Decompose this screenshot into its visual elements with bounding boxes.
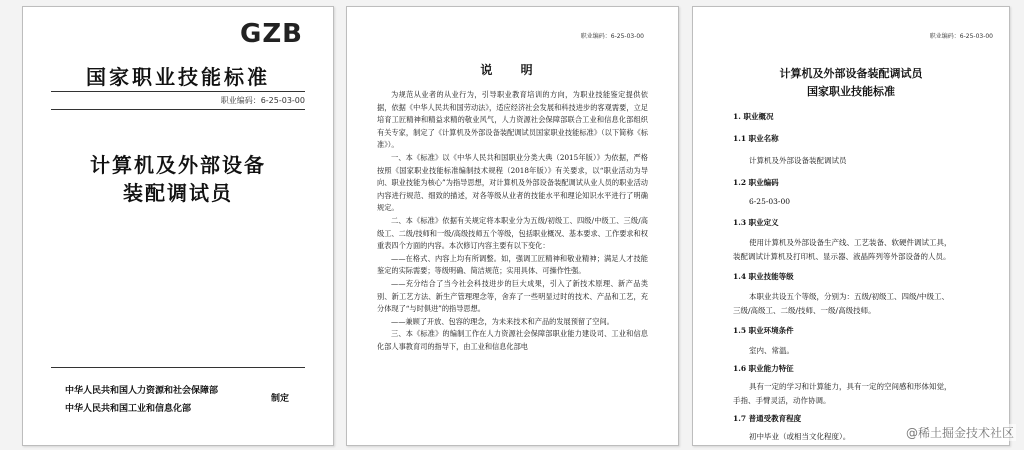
gzb-logo: GZB (239, 19, 303, 49)
issued-label: 制定 (271, 394, 290, 404)
section-heading: 1.4 职业技能等级 (733, 272, 794, 281)
paragraph: 三、本《标准》的编制工作在人力资源社会保障部职业能力建设司、工业和信息化部人事教育司的指导下，由工业和信息化部电 (377, 329, 648, 351)
explanation-heading: 说 明 (480, 63, 545, 77)
standard-page (692, 6, 1010, 446)
cover-page (22, 6, 334, 446)
section-text: 6-25-03-00 (749, 197, 791, 206)
paragraph: 为规范从业者的从业行为，引导职业教育培训的方向，为职业技能鉴定提供依据，依据《中华人民共和国劳动法》，适应经济社会发展和科技进步的客观需要，立足培育工匠精神和精益求精的敬业风气，人力资源社会保障部联合工业和信息化部组织有关专家，制定了《计算机及外部设备装配调试员国家职业技能标准》（以下简称《标准》）。 (377, 90, 648, 150)
title-rule (51, 91, 305, 92)
standard-title-line2: 国家职业技能标准 (807, 85, 895, 98)
paragraph: ——兼顾了开放、包容的理念，为未来技术和产品的发展预留了空间。 (391, 316, 614, 326)
section-heading: 1.6 职业能力特征 (733, 364, 794, 373)
section-text: 具有一定的学习和计算能力，具有一定的空间感和形体知觉， (749, 382, 952, 391)
occupation-code: 职业编码：6-25-03-00 (220, 96, 305, 105)
issuer-mohrss: 中华人民共和国人力资源和社会保障部 (65, 386, 219, 396)
section-heading: 1.7 普通受教育程度 (733, 414, 802, 423)
standard-title: 国家职业技能标准 (86, 65, 270, 89)
section-heading: 1. 职业概况 (733, 112, 774, 121)
standard-title-line1: 计算机及外部设备装配调试员 (779, 67, 923, 80)
section-heading: 1.1 职业名称 (733, 134, 779, 143)
paragraph: ——充分结合了当今社会科技进步的巨大成果，引入了新技术原理、新产品类别、新工艺方法、新生产管理理念等，舍弃了一些明显过时的技术、产品和工艺，充分体现了“与时俱进”的指导思想。 (377, 278, 648, 314)
section-text: 本职业共设五个等级，分别为：五级/初级工、四级/中级工、 (749, 292, 950, 301)
section-text: 三级/高级工、二级/技师、一级/高级技师。 (733, 306, 876, 315)
section-text: 计算机及外部设备装配调试员 (749, 156, 847, 165)
section-heading: 1.5 职业环境条件 (733, 326, 794, 335)
watermark: @稀土掘金技术社区 (905, 426, 1014, 440)
section-text: 装配调试计算机及打印机、显示器、液晶阵列等外部设备的人员。 (733, 252, 951, 261)
section-heading: 1.2 职业编码 (733, 178, 779, 187)
explanation-body (377, 89, 648, 353)
code-rule (51, 109, 305, 110)
paragraph: 一、本《标准》以《中华人民共和国职业分类大典（2015年版）》为依据，严格按照《国家职业技能标准编制技术规程（2018年版）》有关要求，以“职业活动为导向、职业技能为核心”为指导思想，对计算机及外部设备装配调试从业人员的职业活动内容进行规范、细致的描述，对各等级从业者的技能水平和理论知识水平进行了明确规定。 (377, 152, 648, 213)
section-text: 室内、常温。 (749, 346, 794, 355)
occupation-name-line2: 装配调试员 (123, 181, 233, 205)
paragraph: ——在格式、内容上均有所调整。如，强调工匠精神和敬业精神；满足人才技能鉴定的实际需要；等级明确、简洁规范；实用具体、可操作性强。 (377, 253, 648, 276)
occupation-code: 职业编码：6-25-03-00 (580, 33, 644, 40)
issuer-miit: 中华人民共和国工业和信息化部 (65, 404, 192, 414)
issuer-rule (51, 367, 305, 368)
paragraph: 二、本《标准》依据有关规定将本职业分为五级/初级工、四级/中级工、三级/高级工、二级/技师和一级/高级技师五个等级，包括职业概况、基本要求、工作要求和权重表四个方面的内容。本次修订内容主要有以下变化： (377, 215, 648, 251)
section-text: 手指、手臂灵活，动作协调。 (733, 396, 831, 405)
section-heading: 1.3 职业定义 (733, 218, 779, 227)
occupation-code: 职业编码：6-25-03-00 (929, 33, 993, 40)
occupation-name-line1: 计算机及外部设备 (90, 153, 266, 177)
section-text: 初中毕业（或相当文化程度）。 (749, 432, 851, 441)
section-text: 使用计算机及外部设备生产线、工艺装备、软硬件调试工具， (749, 238, 952, 247)
explanation-page (346, 6, 679, 446)
